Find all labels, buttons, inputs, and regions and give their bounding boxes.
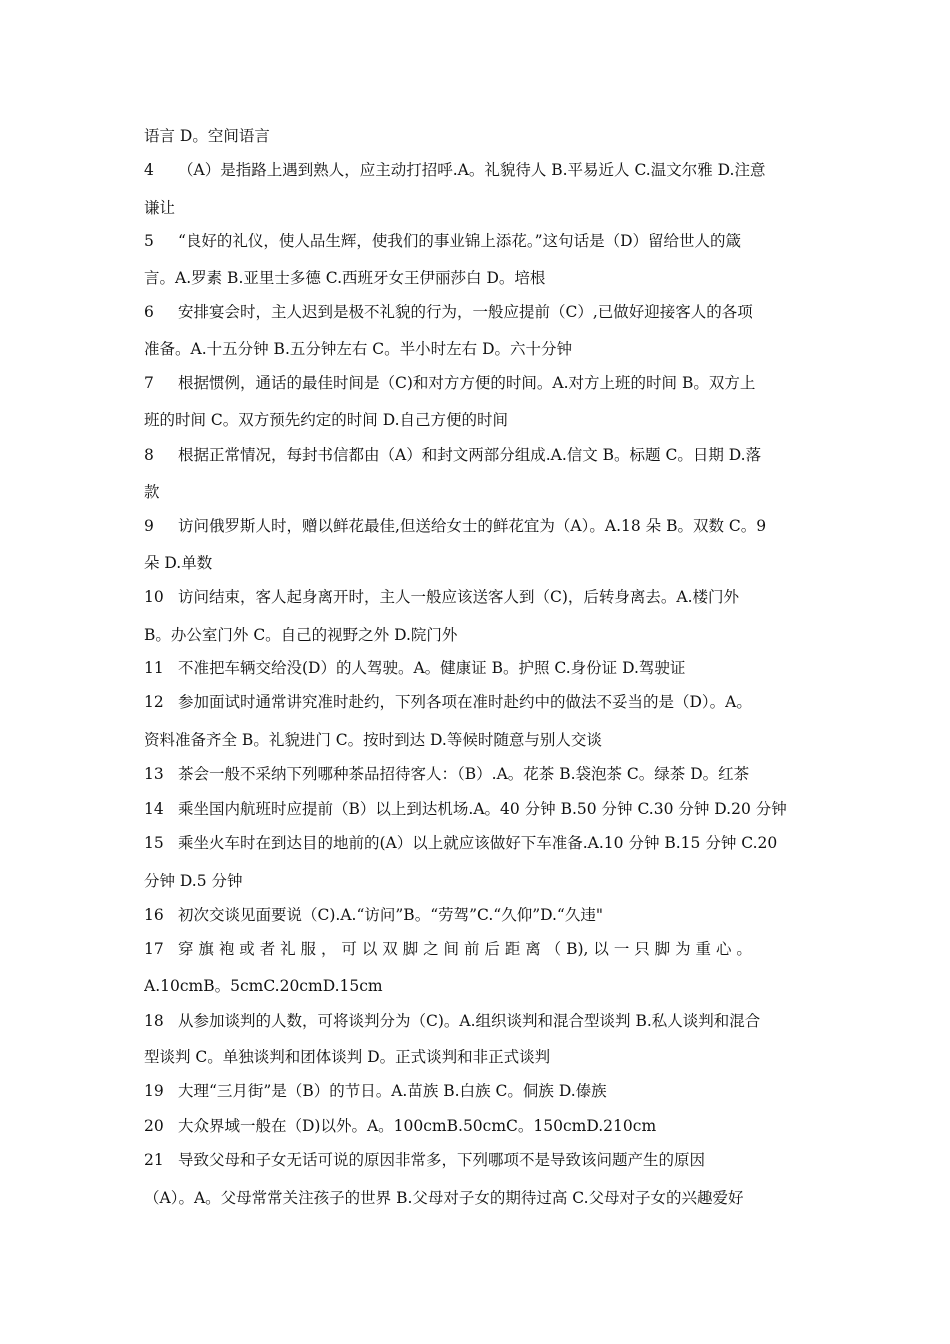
question-19 (144, 1079, 816, 1103)
question-number: 10 (144, 588, 164, 606)
line-text: 访问俄罗斯人时，赠以鲜花最佳,但送给女士的鲜花宜为（A）。A.18 朵 B。双数 C。9 (178, 517, 767, 535)
question-4 (144, 158, 816, 182)
question-number: 17 (144, 940, 164, 958)
question-number: 8 (144, 446, 154, 464)
question-10 (144, 585, 816, 609)
line-text: “良好的礼仪，使人品生辉，使我们的事业锦上添花。”这句话是（D）留给世人的箴 (178, 232, 742, 250)
question-16 (144, 903, 816, 927)
text-line (144, 480, 816, 504)
line-text: 型谈判 C。单独谈判和团体谈判 D。正式谈判和非正式谈判 (144, 1048, 551, 1066)
line-text: 访问结束，客人起身离开时，主人一般应该送客人到（C)，后转身离去。A.楼门外 (178, 588, 740, 606)
line-text: 从参加谈判的人数，可将谈判分为（C)。A.组织谈判和混合型谈判 B.私人谈判和混合 (178, 1012, 761, 1030)
text-line (144, 728, 816, 752)
text-line (144, 1045, 816, 1069)
question-5 (144, 229, 816, 253)
text-line (144, 196, 816, 220)
text-line (144, 974, 816, 998)
question-12 (144, 690, 816, 714)
question-number: 13 (144, 765, 164, 783)
line-text: 言。A.罗素 B.亚里士多德 C.西班牙女王伊丽莎白 D。培根 (144, 269, 546, 287)
text-line (144, 551, 816, 575)
text-line (144, 337, 816, 361)
text-line (144, 869, 816, 893)
line-text: 乘坐国内航班时应提前（B）以上到达机场.A。40 分钟 B.50 分钟 C.30 分钟 D.20 分钟 (178, 800, 787, 818)
line-text: 款 (144, 483, 160, 501)
question-21 (144, 1148, 816, 1172)
question-number: 5 (144, 232, 154, 250)
question-number: 19 (144, 1082, 164, 1100)
question-number: 15 (144, 834, 164, 852)
question-6 (144, 300, 816, 324)
text-line (144, 266, 816, 290)
line-text: （A）是指路上遇到熟人，应主动打招呼.A。礼貌待人 B.平易近人 C.温文尔雅 D.注意 (178, 161, 766, 179)
question-number: 11 (144, 659, 164, 677)
question-17 (144, 937, 816, 961)
question-7 (144, 371, 816, 395)
question-18 (144, 1009, 816, 1033)
question-number: 7 (144, 374, 154, 392)
line-text: 语言 D。空间语言 (144, 127, 270, 145)
question-number: 21 (144, 1151, 164, 1169)
line-text: 根据正常情况，每封书信都由（A）和封文两部分组成.A.信文 B。标题 C。日期 D.落 (178, 446, 762, 464)
question-number: 6 (144, 303, 154, 321)
question-number: 12 (144, 693, 164, 711)
line-text: A.10cmB。5cmC.20cmD.15cm (144, 977, 383, 995)
question-number: 20 (144, 1117, 164, 1135)
question-number: 18 (144, 1012, 164, 1030)
line-text: 茶会一般不采纳下列哪种茶品招待客人：（B）.A。花茶 B.袋泡茶 C。绿茶 D。红茶 (178, 765, 750, 783)
question-13 (144, 762, 816, 786)
line-text: 大理“三月街”是（B）的节日。A.苗族 B.白族 C。侗族 D.傣族 (178, 1082, 607, 1100)
text-line (144, 124, 816, 148)
question-9 (144, 514, 816, 538)
line-text: 根据惯例，通话的最佳时间是（C)和对方方便的时间。A.对方上班的时间 B。双方上 (178, 374, 756, 392)
question-11 (144, 656, 816, 680)
question-number: 16 (144, 906, 164, 924)
question-number: 9 (144, 517, 154, 535)
text-line (144, 623, 816, 647)
question-number: 4 (144, 161, 154, 179)
line-text: 穿 旗 袍 或 者 礼 服 ， 可 以 双 脚 之 间 前 后 距 离 （ B), 以 一 只 脚 为 重 心 。 (178, 940, 752, 958)
line-text: 资料准备齐全 B。礼貌进门 C。按时到达 D.等候时随意与别人交谈 (144, 731, 602, 749)
question-20 (144, 1114, 816, 1138)
question-8 (144, 443, 816, 467)
line-text: 班的时间 C。双方预先约定的时间 D.自己方便的时间 (144, 411, 509, 429)
text-line (144, 1186, 816, 1210)
line-text: 谦让 (144, 199, 176, 217)
line-text: 初次交谈见面要说（C).A.“访问”B。“劳驾”C.“久仰”D.“久违" (178, 906, 603, 924)
line-text: 大众界域一般在（D)以外。A。100cmB.50cmC。150cmD.210cm (178, 1117, 657, 1135)
line-text: 朵 D.单数 (144, 554, 213, 572)
line-text: 准备。A.十五分钟 B.五分钟左右 C。半小时左右 D。六十分钟 (144, 340, 573, 358)
line-text: 导致父母和子女无话可说的原因非常多，下列哪项不是导致该问题产生的原因 (178, 1151, 706, 1169)
question-number: 14 (144, 800, 164, 818)
line-text: 不准把车辆交给没(D）的人驾驶。A。健康证 B。护照 C.身份证 D.驾驶证 (178, 659, 686, 677)
line-text: 分钟 D.5 分钟 (144, 872, 243, 890)
question-14 (144, 797, 816, 821)
line-text: （A）。A。父母常常关注孩子的世界 B.父母对子女的期待过高 C.父母对子女的兴趣爱好 (144, 1189, 744, 1207)
line-text: B。办公室门外 C。自己的视野之外 D.院门外 (144, 626, 458, 644)
question-15 (144, 831, 816, 855)
text-line (144, 408, 816, 432)
line-text: 安排宴会时，主人迟到是极不礼貌的行为，一般应提前（C）,已做好迎接客人的各项 (178, 303, 753, 321)
line-text: 乘坐火车时在到达目的地前的(A）以上就应该做好下车准备.A.10 分钟 B.15 分钟 C.20 (178, 834, 778, 852)
line-text: 参加面试时通常讲究准时赴约，下列各项在准时赴约中的做法不妥当的是（D）。A。 (178, 693, 752, 711)
